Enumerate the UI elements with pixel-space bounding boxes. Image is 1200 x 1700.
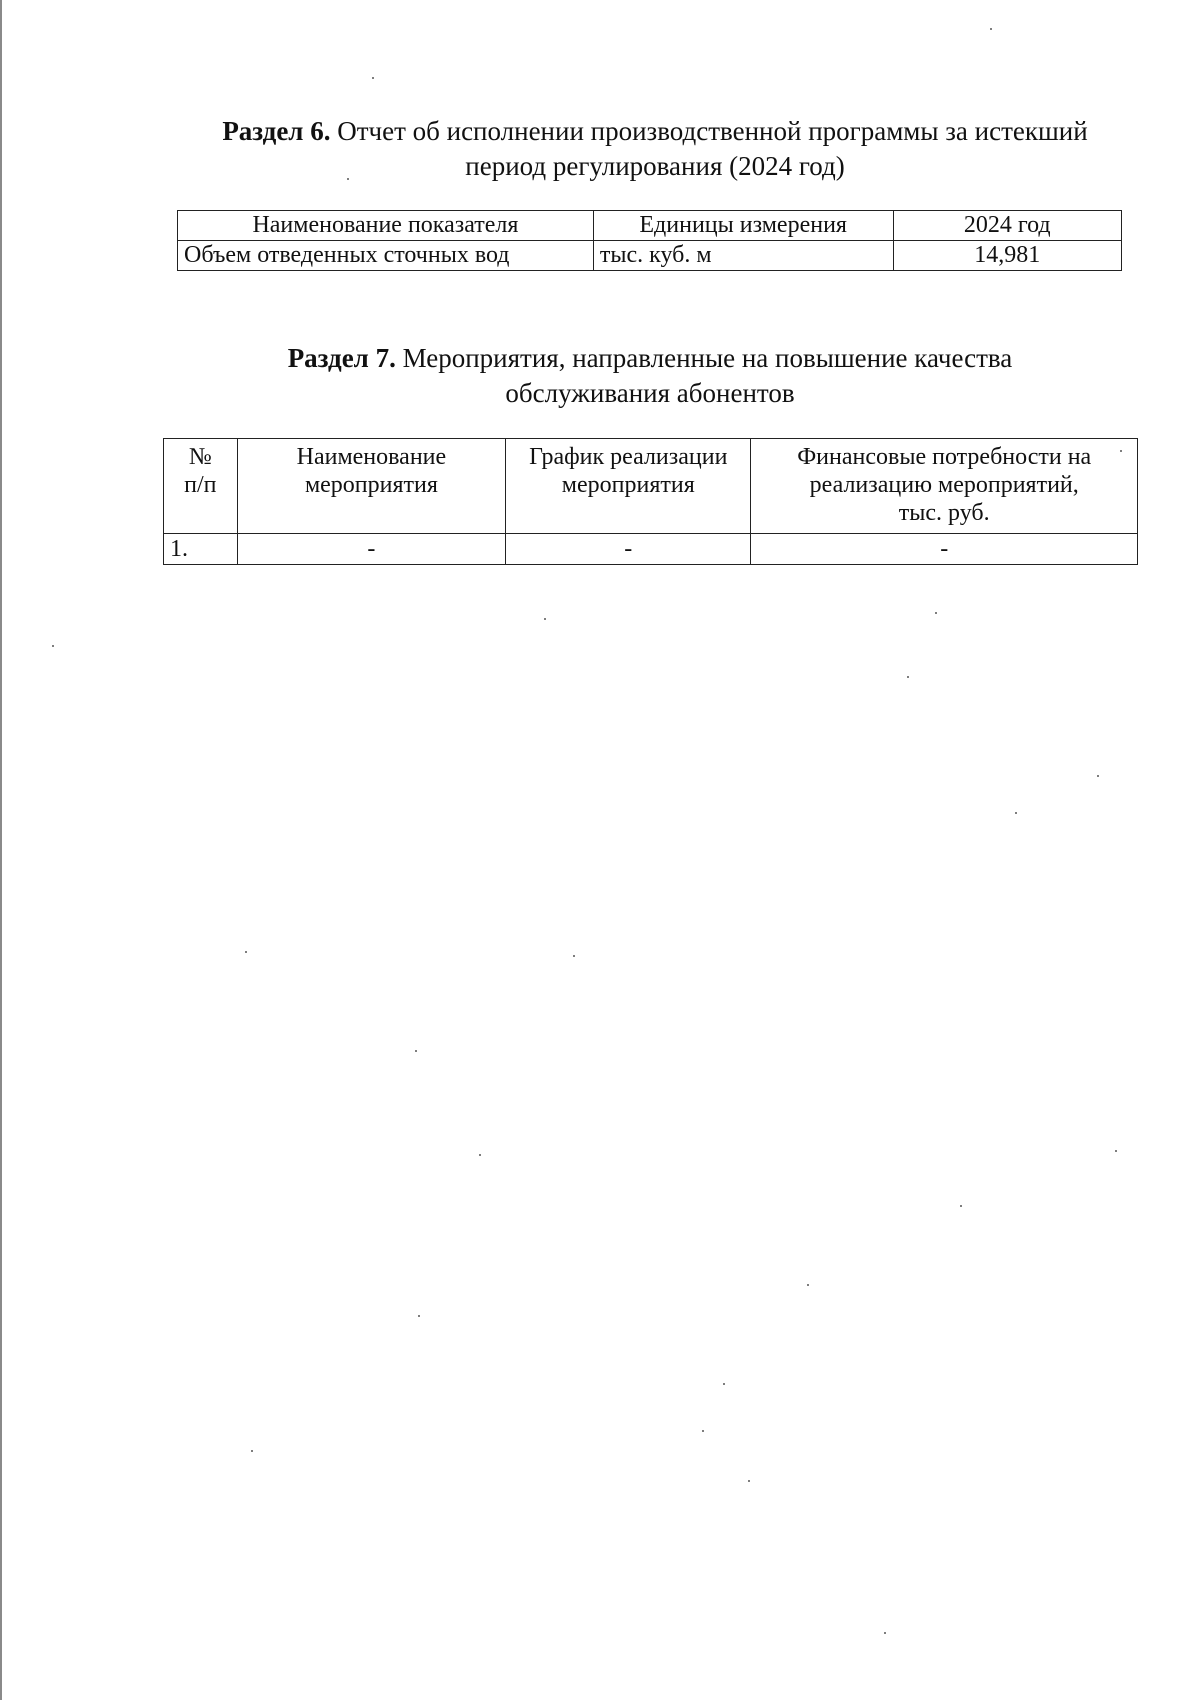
- scan-speck: [884, 1632, 886, 1634]
- header-units: Единицы измерения: [593, 211, 893, 241]
- header-financial-needs: [751, 439, 1138, 534]
- section6-table: [177, 210, 1122, 271]
- header-schedule-line1: График реализации: [529, 444, 728, 470]
- section6-title-line1: Отчет об исполнении производственной программы за истекший: [337, 116, 1088, 146]
- section7-table: [163, 438, 1138, 565]
- header-schedule: [506, 439, 751, 534]
- section6-title-line2: период регулирования (2024 год): [465, 151, 845, 181]
- section6-label: Раздел 6.: [222, 116, 331, 146]
- scan-edge-line: [0, 0, 2, 1700]
- section7-heading: [200, 341, 1100, 411]
- scan-speck: [347, 178, 349, 180]
- scan-speck: [990, 28, 992, 30]
- section7-title-line2: обслуживания абонентов: [505, 378, 795, 408]
- scan-speck: [573, 955, 575, 957]
- scan-speck: [807, 1284, 809, 1286]
- scan-speck: [935, 612, 937, 614]
- scan-speck: [1115, 1150, 1117, 1152]
- cell-measure-name: -: [237, 534, 505, 565]
- section7-title-line1: Мероприятия, направленные на повышение качества: [402, 343, 1013, 373]
- header-indicator-name: Наименование показателя: [178, 211, 594, 241]
- scan-speck: [1120, 450, 1122, 452]
- cell-schedule: -: [506, 534, 751, 565]
- cell-financial-needs: -: [751, 534, 1138, 565]
- header-schedule-line2: мероприятия: [561, 472, 695, 498]
- scan-speck: [479, 1154, 481, 1156]
- header-financial-needs-line2: реализацию мероприятий,: [809, 472, 1079, 498]
- scan-speck: [1097, 775, 1099, 777]
- header-number-line2: п/п: [184, 472, 217, 498]
- scan-speck: [418, 1315, 420, 1317]
- header-number-line1: №: [188, 444, 212, 470]
- scan-speck: [251, 1450, 253, 1452]
- cell-indicator-name: Объем отведенных сточных вод: [178, 241, 594, 271]
- cell-number: 1.: [164, 534, 238, 565]
- scan-speck: [415, 1050, 417, 1052]
- scan-speck: [372, 77, 374, 79]
- header-financial-needs-line1: Финансовые потребности на: [797, 444, 1092, 470]
- cell-year-value: 14,981: [893, 241, 1122, 271]
- section7-label: Раздел 7.: [287, 343, 396, 373]
- table-row: [164, 534, 1138, 565]
- cell-units: тыс. куб. м: [593, 241, 893, 271]
- header-number: [164, 439, 238, 534]
- table-header-row: [164, 439, 1138, 534]
- header-financial-needs-line3: тыс. руб.: [898, 500, 990, 526]
- header-measure-name-line2: мероприятия: [304, 472, 438, 498]
- table-row: [178, 241, 1122, 271]
- scan-speck: [245, 951, 247, 953]
- scan-speck: [702, 1430, 704, 1432]
- header-year: 2024 год: [893, 211, 1122, 241]
- scan-speck: [960, 1205, 962, 1207]
- scan-speck: [1015, 812, 1017, 814]
- header-measure-name: [237, 439, 505, 534]
- section6-heading: [175, 114, 1135, 184]
- scan-speck: [544, 618, 546, 620]
- header-measure-name-line1: Наименование: [296, 444, 447, 470]
- scan-speck: [723, 1383, 725, 1385]
- scan-speck: [907, 676, 909, 678]
- table-header-row: [178, 211, 1122, 241]
- scan-speck: [748, 1480, 750, 1482]
- scan-speck: [52, 645, 54, 647]
